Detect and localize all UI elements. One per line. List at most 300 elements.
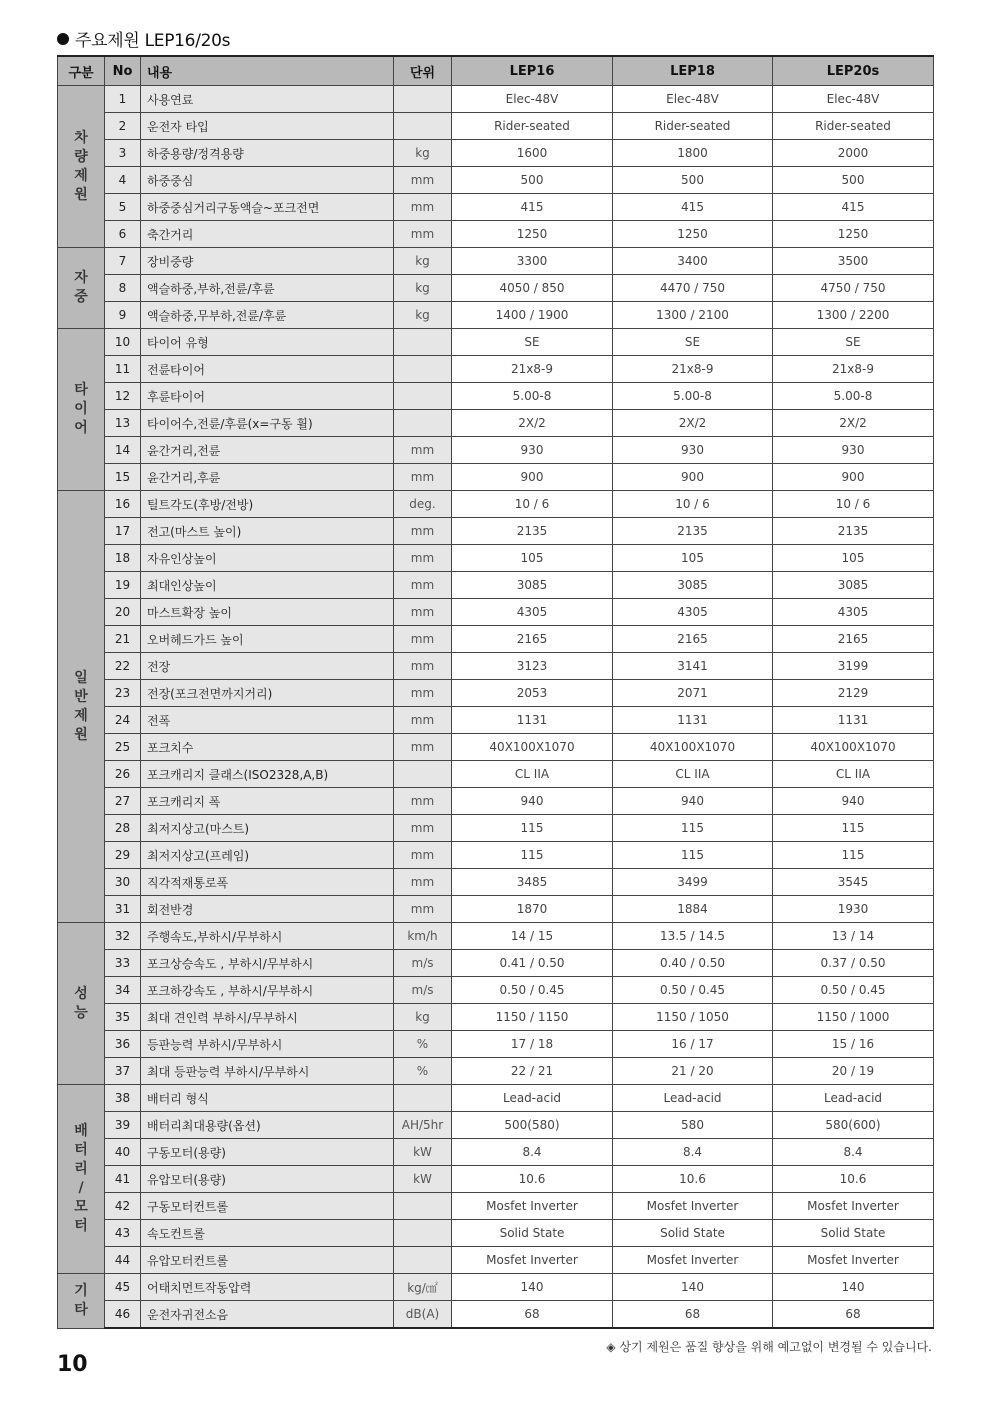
table-row: [58, 572, 934, 599]
value-lep20s: 2129: [773, 680, 934, 707]
unit-cell: mm: [394, 221, 452, 248]
value-lep18: 13.5 / 14.5: [613, 923, 773, 950]
row-number: 30: [105, 869, 141, 896]
row-number: 10: [105, 329, 141, 356]
item-name: 액슬하중,무부하,전륜/후륜: [141, 302, 394, 329]
item-name: 주행속도,부하시/무부하시: [141, 923, 394, 950]
item-name: 직각적재통로폭: [141, 869, 394, 896]
table-row: [58, 302, 934, 329]
unit-cell: km/h: [394, 923, 452, 950]
row-number: 28: [105, 815, 141, 842]
row-number: 19: [105, 572, 141, 599]
value-lep20s: 140: [773, 1274, 934, 1301]
unit-cell: mm: [394, 842, 452, 869]
table-row: [58, 167, 934, 194]
value-lep20s: Rider-seated: [773, 113, 934, 140]
value-lep18: 1150 / 1050: [613, 1004, 773, 1031]
row-number: 41: [105, 1166, 141, 1193]
table-row: [58, 437, 934, 464]
value-lep16: 2165: [452, 626, 613, 653]
value-lep18: 3141: [613, 653, 773, 680]
value-lep20s: 0.50 / 0.45: [773, 977, 934, 1004]
row-number: 43: [105, 1220, 141, 1247]
value-lep18: Mosfet Inverter: [613, 1247, 773, 1274]
value-lep18: 10 / 6: [613, 491, 773, 518]
value-lep18: Mosfet Inverter: [613, 1193, 773, 1220]
row-number: 17: [105, 518, 141, 545]
unit-cell: [394, 410, 452, 437]
value-lep18: 140: [613, 1274, 773, 1301]
value-lep18: 4470 / 750: [613, 275, 773, 302]
unit-cell: [394, 356, 452, 383]
value-lep18: 2071: [613, 680, 773, 707]
item-name: 배터리최대용량(옵션): [141, 1112, 394, 1139]
row-number: 15: [105, 464, 141, 491]
value-lep20s: Lead-acid: [773, 1085, 934, 1112]
value-lep20s: 930: [773, 437, 934, 464]
item-name: 포크하강속도 , 부하시/무부하시: [141, 977, 394, 1004]
table-row: [58, 1220, 934, 1247]
row-number: 26: [105, 761, 141, 788]
table-row: [58, 275, 934, 302]
value-lep20s: 20 / 19: [773, 1058, 934, 1085]
section-title-text: 주요제원 LEP16/20s: [75, 31, 231, 51]
unit-cell: mm: [394, 545, 452, 572]
value-lep16: 17 / 18: [452, 1031, 613, 1058]
row-number: 21: [105, 626, 141, 653]
table-row: [58, 788, 934, 815]
row-number: 7: [105, 248, 141, 275]
value-lep18: 2135: [613, 518, 773, 545]
value-lep16: 4305: [452, 599, 613, 626]
group-label: 일 반 제 원: [58, 491, 105, 923]
item-name: 축간거리: [141, 221, 394, 248]
unit-cell: dB(A): [394, 1301, 452, 1329]
unit-cell: mm: [394, 599, 452, 626]
item-name: 등판능력 부하시/무부하시: [141, 1031, 394, 1058]
group-label: 배 터 리 / 모 터: [58, 1085, 105, 1274]
row-number: 16: [105, 491, 141, 518]
item-name: 액슬하중,부하,전륜/후륜: [141, 275, 394, 302]
unit-cell: [394, 329, 452, 356]
row-number: 29: [105, 842, 141, 869]
table-row: [58, 842, 934, 869]
value-lep16: 1870: [452, 896, 613, 923]
value-lep20s: 2000: [773, 140, 934, 167]
unit-cell: mm: [394, 788, 452, 815]
value-lep20s: 900: [773, 464, 934, 491]
row-number: 18: [105, 545, 141, 572]
row-number: 5: [105, 194, 141, 221]
row-number: 24: [105, 707, 141, 734]
value-lep16: 8.4: [452, 1139, 613, 1166]
row-number: 4: [105, 167, 141, 194]
item-name: 포크캐리지 폭: [141, 788, 394, 815]
value-lep16: 140: [452, 1274, 613, 1301]
row-number: 1: [105, 86, 141, 113]
row-number: 2: [105, 113, 141, 140]
unit-cell: mm: [394, 707, 452, 734]
unit-cell: kg: [394, 140, 452, 167]
unit-cell: [394, 1085, 452, 1112]
value-lep16: 115: [452, 815, 613, 842]
value-lep18: 1131: [613, 707, 773, 734]
item-name: 타이어수,전륜/후륜(x=구동 휠): [141, 410, 394, 437]
item-name: 운전자귀전소음: [141, 1301, 394, 1329]
table-row: [58, 761, 934, 788]
value-lep16: Elec-48V: [452, 86, 613, 113]
value-lep16: 0.41 / 0.50: [452, 950, 613, 977]
value-lep18: 1800: [613, 140, 773, 167]
value-lep20s: Elec-48V: [773, 86, 934, 113]
table-row: [58, 869, 934, 896]
footnote-text: 상기 제원은 품질 향상을 위해 예고없이 변경될 수 있습니다.: [619, 1340, 932, 1354]
value-lep16: 2053: [452, 680, 613, 707]
item-name: 타이어 유형: [141, 329, 394, 356]
row-number: 20: [105, 599, 141, 626]
value-lep20s: 68: [773, 1301, 934, 1329]
table-row: [58, 707, 934, 734]
item-name: 운전자 타입: [141, 113, 394, 140]
item-name: 배터리 형식: [141, 1085, 394, 1112]
item-name: 윤간거리,전륜: [141, 437, 394, 464]
item-name: 최저지상고(마스트): [141, 815, 394, 842]
item-name: 오버헤드가드 높이: [141, 626, 394, 653]
item-name: 포크캐리지 클래스(ISO2328,A,B): [141, 761, 394, 788]
item-name: 하중용량/정격용량: [141, 140, 394, 167]
unit-cell: mm: [394, 653, 452, 680]
unit-cell: mm: [394, 194, 452, 221]
value-lep20s: 940: [773, 788, 934, 815]
table-row: [58, 86, 934, 113]
unit-cell: [394, 761, 452, 788]
item-name: 전고(마스트 높이): [141, 518, 394, 545]
unit-cell: mm: [394, 680, 452, 707]
item-name: 최대 견인력 부하시/무부하시: [141, 1004, 394, 1031]
footnote: [606, 1338, 932, 1355]
item-name: 하중중심: [141, 167, 394, 194]
value-lep20s: Mosfet Inverter: [773, 1193, 934, 1220]
item-name: 포크치수: [141, 734, 394, 761]
value-lep18: 68: [613, 1301, 773, 1329]
value-lep18: 2165: [613, 626, 773, 653]
value-lep20s: 1131: [773, 707, 934, 734]
unit-cell: mm: [394, 518, 452, 545]
value-lep16: 500: [452, 167, 613, 194]
table-row: [58, 356, 934, 383]
item-name: 구동모터(용량): [141, 1139, 394, 1166]
table-row: [58, 977, 934, 1004]
value-lep18: 580: [613, 1112, 773, 1139]
unit-cell: mm: [394, 437, 452, 464]
item-name: 어태치먼트작동압력: [141, 1274, 394, 1301]
unit-cell: [394, 113, 452, 140]
value-lep16: 40X100X1070: [452, 734, 613, 761]
value-lep16: Rider-seated: [452, 113, 613, 140]
table-row: [58, 329, 934, 356]
value-lep16: 68: [452, 1301, 613, 1329]
unit-cell: kW: [394, 1166, 452, 1193]
row-number: 36: [105, 1031, 141, 1058]
value-lep16: Mosfet Inverter: [452, 1193, 613, 1220]
value-lep18: 940: [613, 788, 773, 815]
value-lep16: 22 / 21: [452, 1058, 613, 1085]
value-lep16: 3123: [452, 653, 613, 680]
value-lep16: SE: [452, 329, 613, 356]
value-lep16: 1250: [452, 221, 613, 248]
table-row: [58, 680, 934, 707]
value-lep16: 900: [452, 464, 613, 491]
value-lep20s: 15 / 16: [773, 1031, 934, 1058]
row-number: 38: [105, 1085, 141, 1112]
item-name: 자유인상높이: [141, 545, 394, 572]
unit-cell: kW: [394, 1139, 452, 1166]
row-number: 37: [105, 1058, 141, 1085]
value-lep20s: 3500: [773, 248, 934, 275]
value-lep16: 930: [452, 437, 613, 464]
item-name: 회전반경: [141, 896, 394, 923]
unit-cell: kg: [394, 248, 452, 275]
value-lep16: 500(580): [452, 1112, 613, 1139]
value-lep16: 3085: [452, 572, 613, 599]
group-label: 자 중: [58, 248, 105, 329]
unit-cell: deg.: [394, 491, 452, 518]
table-row: [58, 248, 934, 275]
row-number: 33: [105, 950, 141, 977]
value-lep16: 1150 / 1150: [452, 1004, 613, 1031]
value-lep16: 115: [452, 842, 613, 869]
table-row: [58, 491, 934, 518]
table-row: [58, 1274, 934, 1301]
table-row: [58, 1193, 934, 1220]
row-number: 9: [105, 302, 141, 329]
value-lep18: 5.00-8: [613, 383, 773, 410]
value-lep20s: 1250: [773, 221, 934, 248]
value-lep20s: Mosfet Inverter: [773, 1247, 934, 1274]
item-name: 최저지상고(프레임): [141, 842, 394, 869]
value-lep18: 21 / 20: [613, 1058, 773, 1085]
table-row: [58, 734, 934, 761]
row-number: 42: [105, 1193, 141, 1220]
item-name: 구동모터컨트롤: [141, 1193, 394, 1220]
header-unit: 단위: [394, 56, 452, 86]
table-row: [58, 1166, 934, 1193]
unit-cell: mm: [394, 167, 452, 194]
unit-cell: kg/㎠: [394, 1274, 452, 1301]
header-row: [58, 56, 934, 86]
table-row: [58, 1139, 934, 1166]
row-number: 14: [105, 437, 141, 464]
item-name: 포크상승속도 , 부하시/무부하시: [141, 950, 394, 977]
value-lep20s: 2135: [773, 518, 934, 545]
value-lep16: 14 / 15: [452, 923, 613, 950]
table-row: [58, 464, 934, 491]
unit-cell: m/s: [394, 977, 452, 1004]
value-lep16: 940: [452, 788, 613, 815]
table-row: [58, 815, 934, 842]
value-lep18: 2X/2: [613, 410, 773, 437]
table-row: [58, 518, 934, 545]
unit-cell: kg: [394, 1004, 452, 1031]
unit-cell: [394, 1220, 452, 1247]
table-row: [58, 140, 934, 167]
table-row: [58, 923, 934, 950]
spec-table-body: [58, 86, 934, 1329]
table-row: [58, 221, 934, 248]
row-number: 35: [105, 1004, 141, 1031]
value-lep18: 16 / 17: [613, 1031, 773, 1058]
value-lep18: 3499: [613, 869, 773, 896]
table-row: [58, 1085, 934, 1112]
value-lep20s: 10.6: [773, 1166, 934, 1193]
value-lep18: Elec-48V: [613, 86, 773, 113]
value-lep20s: CL IIA: [773, 761, 934, 788]
header-group: 구분: [58, 56, 105, 86]
value-lep18: 930: [613, 437, 773, 464]
table-row: [58, 1058, 934, 1085]
value-lep20s: 5.00-8: [773, 383, 934, 410]
row-number: 25: [105, 734, 141, 761]
row-number: 3: [105, 140, 141, 167]
value-lep18: 3085: [613, 572, 773, 599]
value-lep16: 3485: [452, 869, 613, 896]
value-lep16: 10 / 6: [452, 491, 613, 518]
section-title: [57, 26, 230, 51]
table-row: [58, 545, 934, 572]
item-name: 장비중량: [141, 248, 394, 275]
value-lep20s: Solid State: [773, 1220, 934, 1247]
value-lep20s: 40X100X1070: [773, 734, 934, 761]
value-lep16: 2135: [452, 518, 613, 545]
value-lep16: 4050 / 850: [452, 275, 613, 302]
spec-table: [57, 55, 934, 1329]
table-row: [58, 950, 934, 977]
group-label: 성 능: [58, 923, 105, 1085]
value-lep20s: 0.37 / 0.50: [773, 950, 934, 977]
row-number: 23: [105, 680, 141, 707]
row-number: 22: [105, 653, 141, 680]
unit-cell: %: [394, 1031, 452, 1058]
value-lep16: CL IIA: [452, 761, 613, 788]
unit-cell: kg: [394, 302, 452, 329]
value-lep18: Solid State: [613, 1220, 773, 1247]
value-lep18: CL IIA: [613, 761, 773, 788]
unit-cell: m/s: [394, 950, 452, 977]
bullet-icon: [57, 33, 69, 45]
value-lep18: 4305: [613, 599, 773, 626]
row-number: 27: [105, 788, 141, 815]
row-number: 32: [105, 923, 141, 950]
table-row: [58, 1112, 934, 1139]
unit-cell: AH/5hr: [394, 1112, 452, 1139]
value-lep20s: 4305: [773, 599, 934, 626]
value-lep18: 500: [613, 167, 773, 194]
value-lep16: 2X/2: [452, 410, 613, 437]
value-lep20s: 13 / 14: [773, 923, 934, 950]
row-number: 40: [105, 1139, 141, 1166]
table-row: [58, 653, 934, 680]
value-lep16: 105: [452, 545, 613, 572]
value-lep18: SE: [613, 329, 773, 356]
row-number: 12: [105, 383, 141, 410]
unit-cell: [394, 86, 452, 113]
value-lep20s: 115: [773, 842, 934, 869]
row-number: 45: [105, 1274, 141, 1301]
unit-cell: mm: [394, 626, 452, 653]
value-lep16: 1400 / 1900: [452, 302, 613, 329]
table-row: [58, 113, 934, 140]
unit-cell: kg: [394, 275, 452, 302]
item-name: 마스트확장 높이: [141, 599, 394, 626]
row-number: 39: [105, 1112, 141, 1139]
table-row: [58, 383, 934, 410]
value-lep16: 0.50 / 0.45: [452, 977, 613, 1004]
row-number: 31: [105, 896, 141, 923]
value-lep18: 3400: [613, 248, 773, 275]
item-name: 하중중심거리구동액슬~포크전면: [141, 194, 394, 221]
value-lep16: 1131: [452, 707, 613, 734]
group-label: 타 이 어: [58, 329, 105, 491]
row-number: 46: [105, 1301, 141, 1329]
diamond-icon: ◈: [606, 1340, 616, 1354]
value-lep16: Mosfet Inverter: [452, 1247, 613, 1274]
unit-cell: mm: [394, 869, 452, 896]
table-row: [58, 896, 934, 923]
value-lep18: 1250: [613, 221, 773, 248]
value-lep16: 5.00-8: [452, 383, 613, 410]
value-lep18: 1300 / 2100: [613, 302, 773, 329]
header-model-3: LEP20s: [773, 56, 934, 86]
value-lep20s: 3199: [773, 653, 934, 680]
value-lep16: 21x8-9: [452, 356, 613, 383]
value-lep18: 21x8-9: [613, 356, 773, 383]
row-number: 11: [105, 356, 141, 383]
value-lep16: Solid State: [452, 1220, 613, 1247]
item-name: 최대인상높이: [141, 572, 394, 599]
value-lep20s: 4750 / 750: [773, 275, 934, 302]
item-name: 후륜타이어: [141, 383, 394, 410]
value-lep20s: 415: [773, 194, 934, 221]
value-lep18: 10.6: [613, 1166, 773, 1193]
row-number: 8: [105, 275, 141, 302]
table-row: [58, 1004, 934, 1031]
value-lep18: 40X100X1070: [613, 734, 773, 761]
item-name: 유압모터컨트롤: [141, 1247, 394, 1274]
value-lep20s: 580(600): [773, 1112, 934, 1139]
table-row: [58, 1301, 934, 1329]
unit-cell: [394, 383, 452, 410]
value-lep16: 3300: [452, 248, 613, 275]
item-name: 유압모터(용량): [141, 1166, 394, 1193]
value-lep18: 0.40 / 0.50: [613, 950, 773, 977]
value-lep20s: 500: [773, 167, 934, 194]
value-lep18: 900: [613, 464, 773, 491]
item-name: 속도컨트롤: [141, 1220, 394, 1247]
value-lep20s: 2165: [773, 626, 934, 653]
value-lep18: 115: [613, 842, 773, 869]
value-lep20s: 1300 / 2200: [773, 302, 934, 329]
value-lep18: 115: [613, 815, 773, 842]
header-model-2: LEP18: [613, 56, 773, 86]
value-lep16: 1600: [452, 140, 613, 167]
header-item: 내용: [141, 56, 394, 86]
item-name: 틸트각도(후방/전방): [141, 491, 394, 518]
group-label: 기 타: [58, 1274, 105, 1329]
row-number: 6: [105, 221, 141, 248]
value-lep20s: 115: [773, 815, 934, 842]
unit-cell: mm: [394, 815, 452, 842]
value-lep18: 415: [613, 194, 773, 221]
